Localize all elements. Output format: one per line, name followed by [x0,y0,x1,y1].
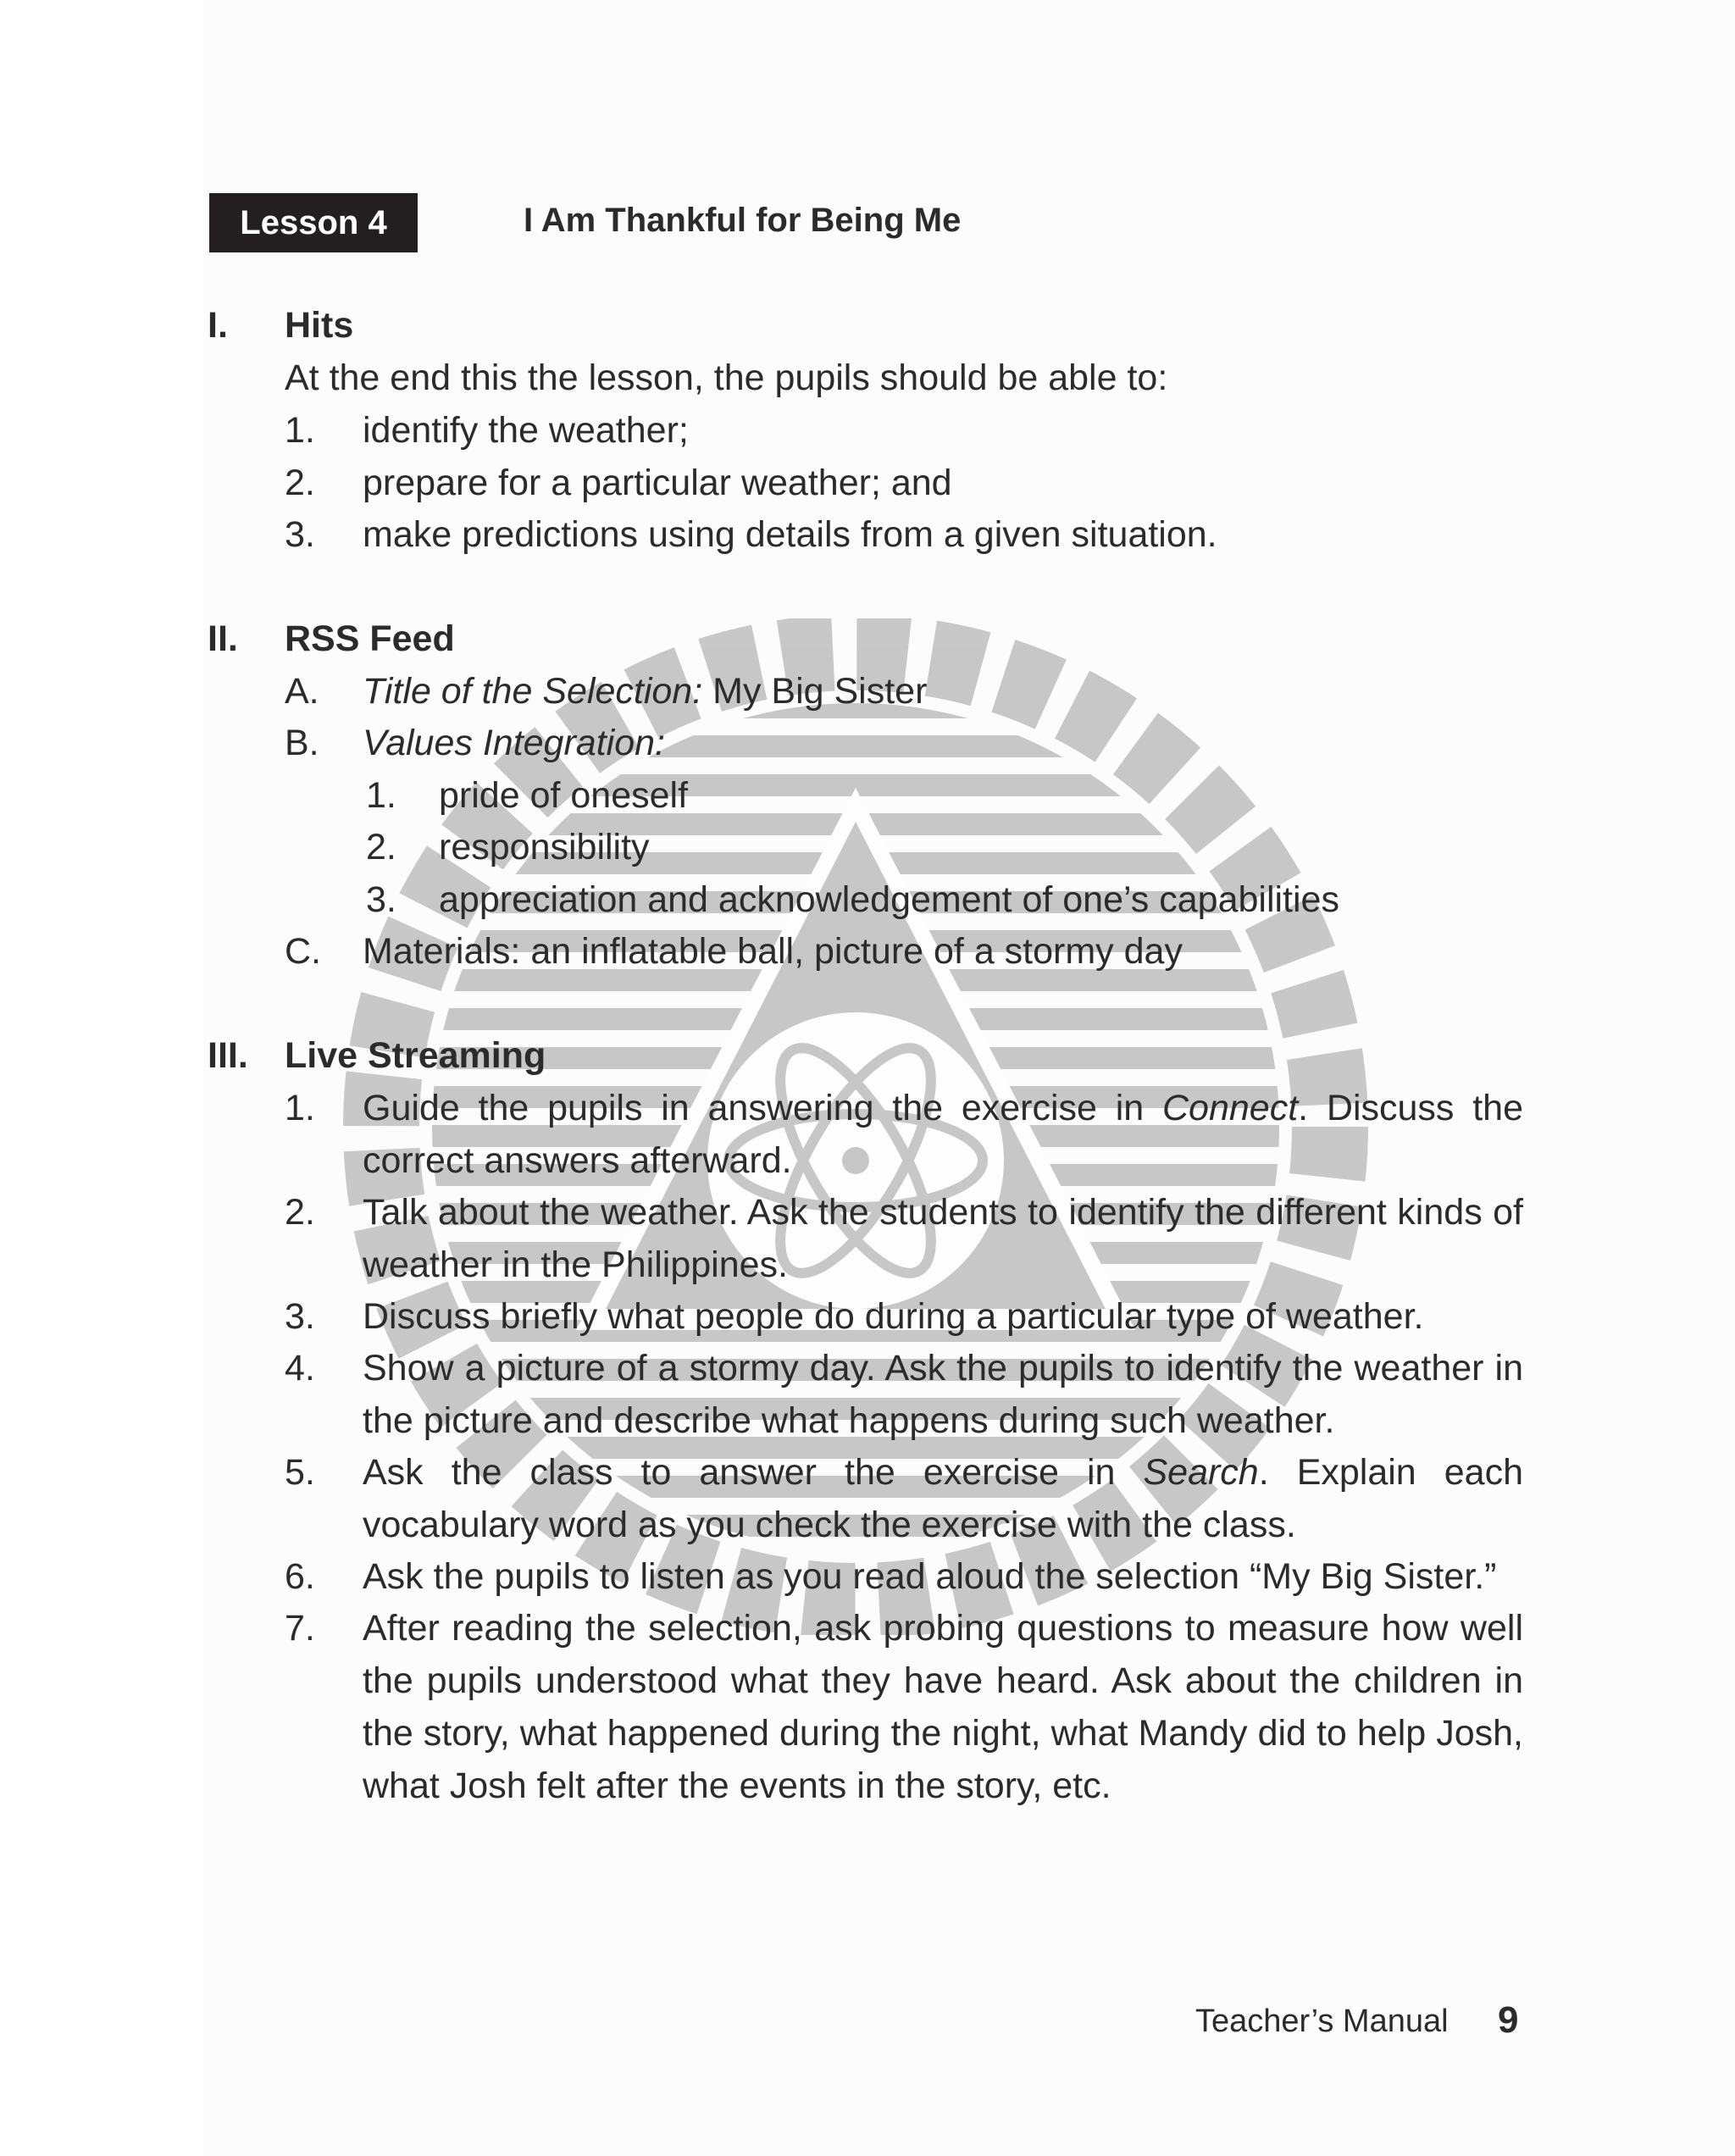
live-item-text: Ask the pupils to listen as you read aloud the selection “My Big Sister.” [363,1556,1497,1597]
hits-item-number: 3. [285,514,315,555]
value-item-number: 2. [366,827,396,867]
hits-item-text: identify the weather; [363,410,689,451]
live-item-text: Guide the pupils in answering the exercise in Connect. Discuss the correct answers afterward. [363,1088,1523,1181]
section-heading-live: Live Streaming [285,1035,546,1076]
live-item-number: 4. [285,1348,315,1388]
lesson-title: I Am Thankful for Being Me [524,202,962,239]
page-number: 9 [1498,1999,1519,2041]
live-item-number: 2. [285,1192,315,1233]
live-item-text: Discuss briefly what people do during a particular type of weather. [363,1296,1424,1337]
live-item-number: 7. [285,1608,315,1649]
section-number-hits: I. [208,305,228,346]
hits-item-number: 1. [285,410,315,451]
live-item-number: 3. [285,1296,315,1337]
hits-item-text: prepare for a particular weather; and [363,463,952,503]
value-item-number: 3. [366,879,396,920]
values-integration-label: Values Integration: [363,723,665,763]
footer-label: Teacher’s Manual [1195,2004,1449,2039]
selection-title-label: Title of the Selection: [363,671,703,712]
section-heading-hits: Hits [285,305,354,346]
live-item-text: Ask the class to answer the exercise in Search. Explain each vocabulary word as you check the exercise with the class. [363,1452,1523,1545]
section-number-live: III. [208,1035,248,1076]
selection-title-line [363,671,927,712]
value-item-text: appreciation and acknowledgement of one’s capabilities [439,879,1339,920]
live-item-text: After reading the selection, ask probing questions to measure how well the pupils understood what they have heard. Ask about the children in the story, what happened during the night, what Mandy did to help Josh, what Josh felt after the events in the story, etc. [363,1608,1523,1806]
selection-title-value: My Big Sister [712,671,928,712]
rss-item-letter: A. [285,671,319,712]
live-item-number: 1. [285,1088,315,1128]
lesson-number-badge: Lesson 4 [209,193,418,252]
section-heading-rss: RSS Feed [285,618,455,659]
live-item-text: Show a picture of a stormy day. Ask the pupils to identify the weather in the picture and describe what happens during such weather. [363,1348,1523,1441]
hits-item-text: make predictions using details from a given situation. [363,514,1217,555]
hits-intro: At the end this the lesson, the pupils should be able to: [285,357,1168,398]
rss-item-letter: B. [285,723,319,763]
live-item-number: 6. [285,1556,315,1597]
rss-item-letter: C. [285,931,321,972]
value-item-text: responsibility [439,827,650,867]
section-number-rss: II. [208,618,238,659]
value-item-text: pride of oneself [439,775,689,816]
materials-line: Materials: an inflatable ball, picture of a stormy day [363,931,1183,972]
live-item-number: 5. [285,1452,315,1493]
hits-item-number: 2. [285,463,315,503]
live-item-text: Talk about the weather. Ask the students to identify the different kinds of weather in the Philippines. [363,1192,1523,1285]
value-item-number: 1. [366,775,396,816]
